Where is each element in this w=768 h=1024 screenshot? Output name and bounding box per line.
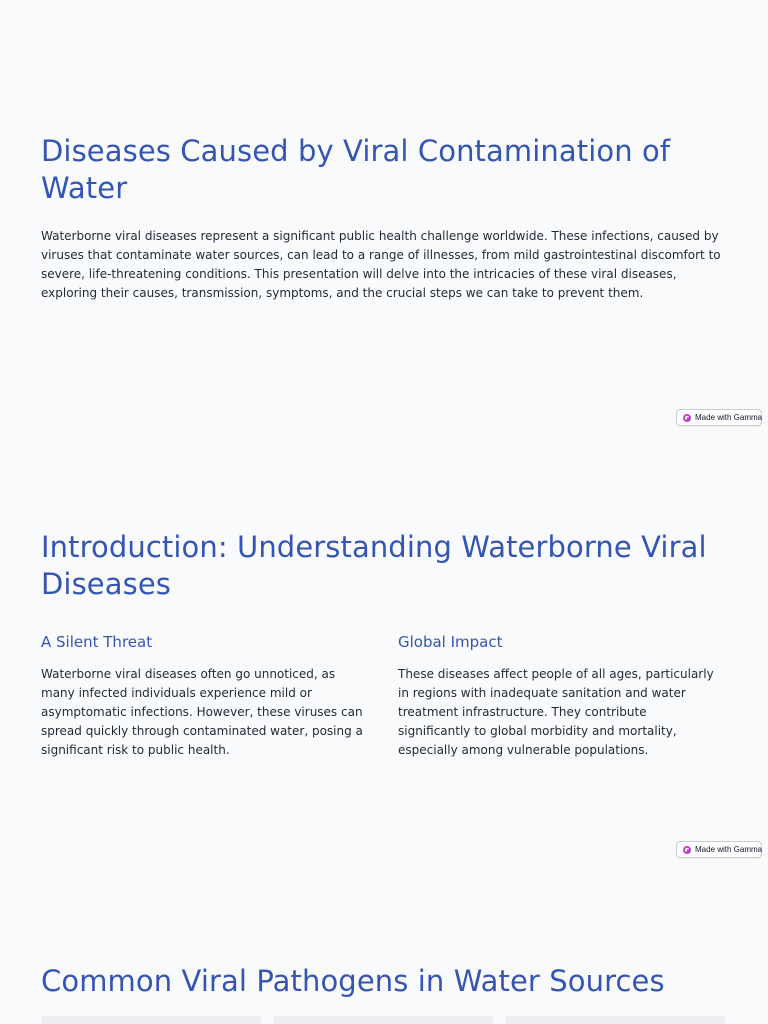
column-text: Waterborne viral diseases often go unnoticed, as many infected individuals experience mild or asymptomatic infections. However, these viruses can spread quickly through contaminated water, posing a significant risk to public health. <box>41 667 363 757</box>
pathogen-card <box>273 1016 493 1024</box>
badge-label: Made with Gamma <box>695 413 763 422</box>
column-heading: Global Impact <box>398 633 503 651</box>
column-heading: A Silent Threat <box>41 633 153 651</box>
column-text: These diseases affect people of all ages, particularly in regions with inadequate sanitation and water treatment infrastructure. They contribute significantly to global morbidity and mortality, especially among vulnerable populations. <box>398 667 714 757</box>
slide-title: Introduction: Understanding Waterborne Viral Diseases <box>41 530 707 601</box>
slide-title: Diseases Caused by Viral Contamination of Water <box>41 134 671 205</box>
made-with-gamma-badge[interactable] <box>676 841 762 858</box>
slide-body-text: Waterborne viral diseases represent a significant public health challenge worldwide. These infections, caused by viruses that contaminate water sources, can lead to a range of illnesses, from mild gastrointestinal discomfort to severe, life-threatening conditions. This presentation will delve into the intricacies of these viral diseases, exploring their causes, transmission, symptoms, and the crucial steps we can take to prevent them. <box>41 229 721 300</box>
pathogen-card <box>505 1016 725 1024</box>
pathogen-card <box>41 1016 261 1024</box>
slide-1 <box>0 0 768 440</box>
column-silent-threat <box>41 632 364 760</box>
two-column-section <box>41 632 721 760</box>
slide-title: Common Viral Pathogens in Water Sources <box>41 964 665 998</box>
slide-2 <box>0 440 768 870</box>
slide-3 <box>0 870 768 1024</box>
column-global-impact <box>398 632 721 760</box>
made-with-gamma-badge[interactable] <box>676 409 762 426</box>
pathogen-card-row <box>41 1016 725 1024</box>
badge-label: Made with Gamma <box>695 845 763 854</box>
gamma-logo-icon <box>683 414 691 422</box>
gamma-logo-icon <box>683 846 691 854</box>
